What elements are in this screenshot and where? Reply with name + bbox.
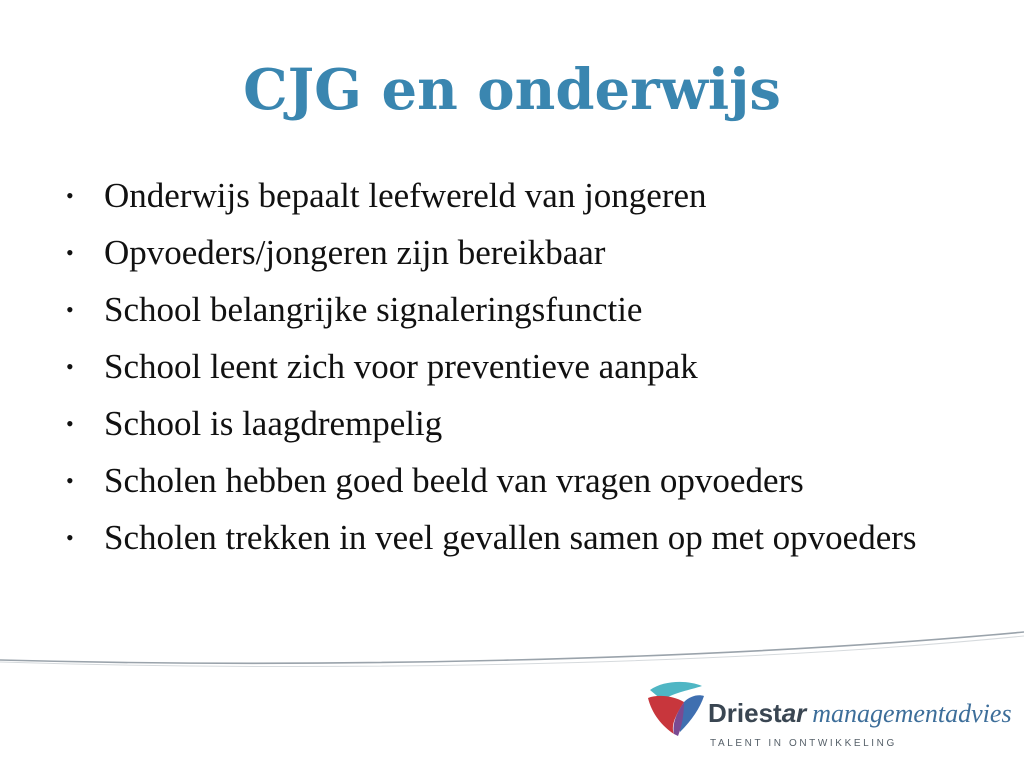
bullet-item — [66, 347, 986, 387]
logo-brand-main-italic: ar — [781, 698, 807, 728]
bullet-dot: • — [66, 240, 74, 265]
company-logo — [644, 674, 1014, 758]
bullet-dot: • — [66, 525, 74, 550]
bullet-text: Scholen hebben goed beeld van vragen opvoeders — [104, 461, 804, 500]
decorative-swoosh-line — [0, 620, 1024, 680]
bullet-item — [66, 233, 986, 273]
bullet-text: Onderwijs bepaalt leefwereld van jongeren — [104, 176, 707, 215]
logo-brand-main — [708, 698, 806, 728]
bullet-text: Scholen trekken in veel gevallen samen op met opvoeders — [104, 518, 917, 557]
bullet-item — [66, 176, 986, 216]
bullet-item — [66, 518, 986, 558]
slide-title: CJG en onderwijs — [243, 57, 781, 123]
bullet-list — [66, 176, 986, 575]
bullet-text: School leent zich voor preventieve aanpak — [104, 347, 698, 386]
bullet-dot: • — [66, 354, 74, 379]
bullet-dot: • — [66, 468, 74, 493]
bullet-text: School is laagdrempelig — [104, 404, 443, 443]
logo-wordmark — [708, 698, 1012, 729]
bullet-text: School belangrijke signaleringsfunctie — [104, 290, 643, 329]
logo-brand-sub: managementadvies — [812, 699, 1012, 728]
bullet-item — [66, 461, 986, 501]
bullet-dot: • — [66, 183, 74, 208]
logo-mark-icon — [644, 676, 706, 738]
bullet-dot: • — [66, 297, 74, 322]
bullet-text: Opvoeders/jongeren zijn bereikbaar — [104, 233, 606, 272]
bullet-item — [66, 290, 986, 330]
logo-tagline: TALENT IN ONTWIKKELING — [710, 738, 897, 749]
bullet-item — [66, 404, 986, 444]
bullet-dot: • — [66, 411, 74, 436]
logo-brand-main-upright: Driest — [708, 698, 782, 728]
